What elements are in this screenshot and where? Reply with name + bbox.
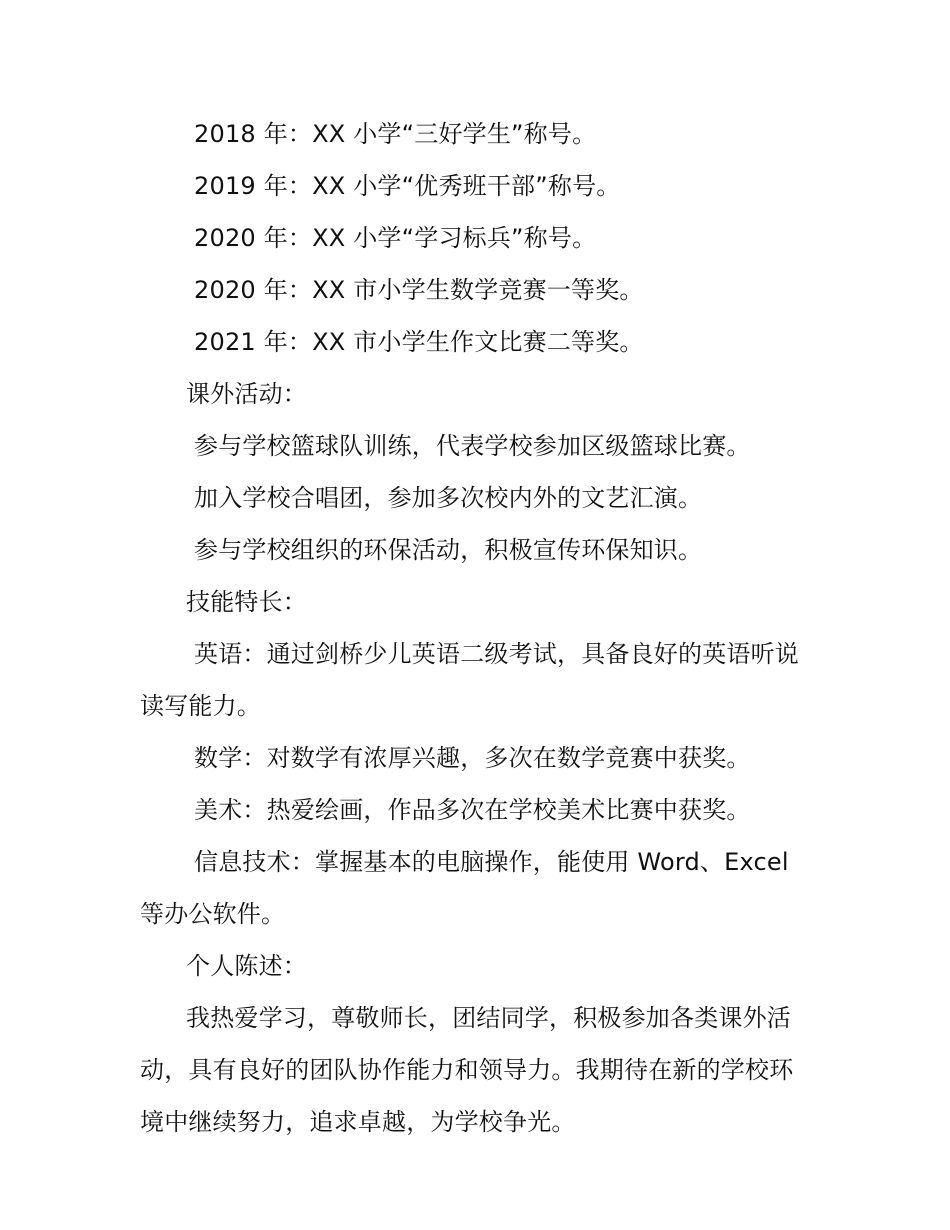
award-item: 2019 年：XX 小学“优秀班干部”称号。 [194, 172, 621, 200]
skill-item: 英语：通过剑桥少儿英语二级考试，具备良好的英语听说读写能力。 [140, 640, 799, 720]
skill-item: 数学：对数学有浓厚兴趣，多次在数学竞赛中获奖。 [194, 744, 751, 772]
activities-heading: 课外活动： [186, 380, 307, 408]
award-item: 2021 年：XX 市小学生作文比赛二等奖。 [194, 328, 644, 356]
statement-heading: 个人陈述： [186, 952, 307, 980]
award-item: 2020 年：XX 小学“学习标兵”称号。 [194, 224, 597, 252]
statement-text: 我热爱学习，尊敬师长，团结同学，积极参加各类课外活动，具有良好的团队协作能力和领导力。我期待在新的学校环境中继续努力，追求卓越，为学校争光。 [140, 1004, 794, 1136]
document-body [140, 108, 805, 1148]
activity-item: 加入学校合唱团，参加多次校内外的文艺汇演。 [194, 484, 703, 512]
skills-heading: 技能特长： [186, 588, 307, 616]
skill-item: 信息技术：掌握基本的电脑操作，能使用 Word、Excel 等办公软件。 [140, 848, 789, 928]
award-item: 2018 年：XX 小学“三好学生”称号。 [194, 120, 597, 148]
award-item: 2020 年：XX 市小学生数学竞赛一等奖。 [194, 276, 644, 304]
activity-item: 参与学校篮球队训练，代表学校参加区级篮球比赛。 [194, 432, 751, 460]
skill-item: 美术：热爱绘画，作品多次在学校美术比赛中获奖。 [194, 796, 751, 824]
activity-item: 参与学校组织的环保活动，积极宣传环保知识。 [194, 536, 703, 564]
